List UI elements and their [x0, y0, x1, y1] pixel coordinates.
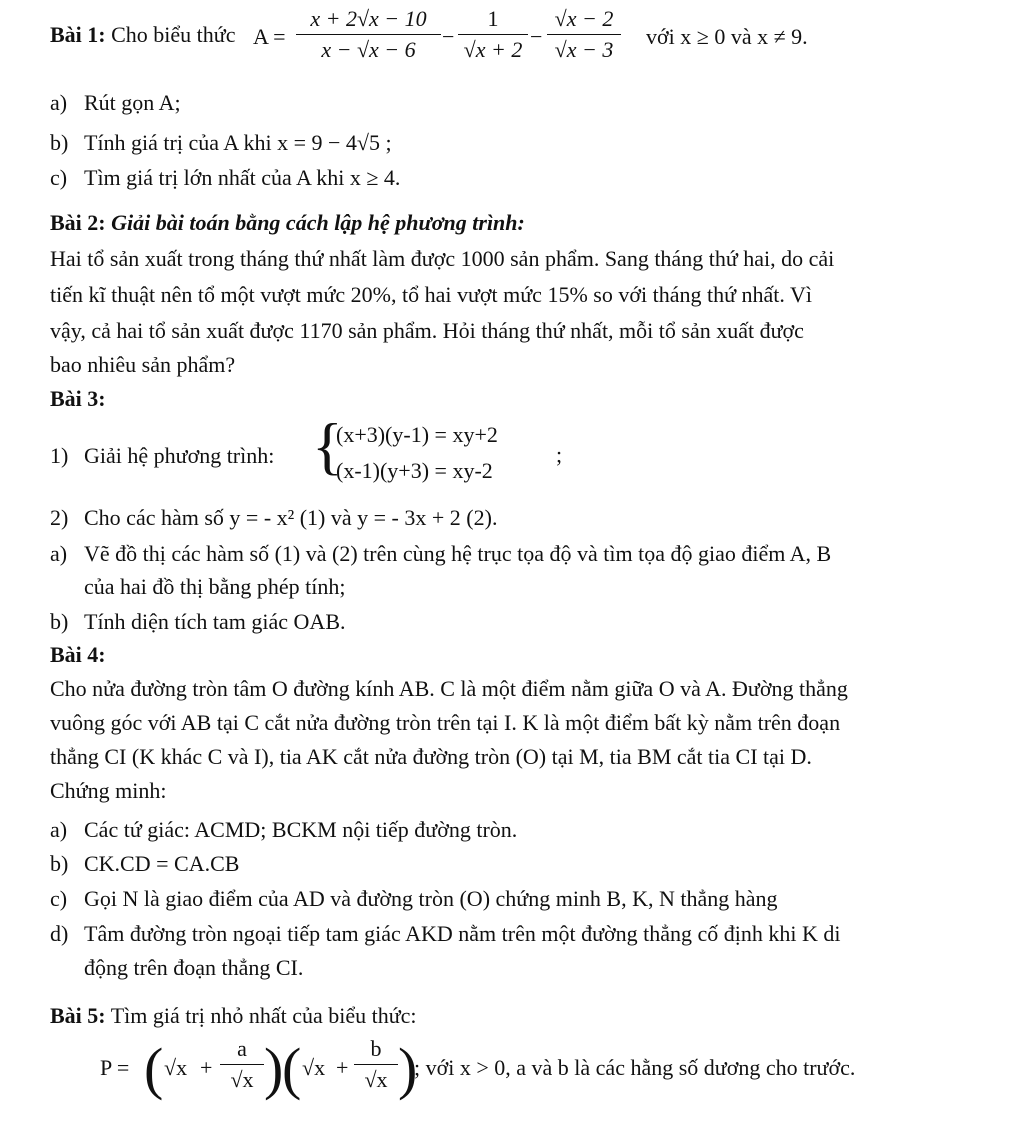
item-text: Tâm đường tròn ngoại tiếp tam giác AKD nằm trên một đường thẳng cố định khi K di — [84, 921, 841, 946]
bai1-lhs: A = — [253, 24, 286, 49]
bai1-frac1-num: x + 2√x − 10 — [296, 6, 441, 35]
bai1-minus-2: − — [530, 24, 543, 49]
bai4-item-a — [50, 817, 517, 843]
bai4-item-c — [50, 886, 778, 912]
bai1-item-c — [50, 165, 400, 191]
item-label: b) — [50, 851, 69, 876]
item-label: c) — [50, 886, 68, 911]
item-label: 1) — [50, 443, 69, 468]
bai1-fraction-2 — [458, 6, 528, 63]
system-end: ; — [556, 442, 563, 467]
bai3-item-b — [50, 609, 346, 635]
bai1-line — [50, 22, 235, 48]
bai5-fraction-a — [220, 1036, 264, 1093]
paragraph-line: Hai tổ sản xuất trong tháng thứ nhất làm được 1000 sản phẩm. Sang tháng thứ hai, do cải — [50, 246, 835, 271]
bai5-fraction-b — [354, 1036, 398, 1093]
bai1-item-a — [50, 90, 181, 116]
paragraph-line: vậy, cả hai tổ sản xuất được 1170 sản phẩm. Hỏi tháng thứ nhất, mỗi tổ sản xuất được — [50, 318, 804, 343]
bai3-item-2 — [50, 505, 497, 531]
paren-close: ) — [264, 1036, 284, 1101]
item-label: a) — [50, 817, 68, 842]
bai2-heading: Bài 2: — [50, 210, 106, 235]
item-label: a) — [50, 541, 68, 566]
bai1-frac2-num: 1 — [458, 6, 528, 35]
paren-close: ) — [398, 1036, 418, 1101]
bai1-item-b — [50, 130, 392, 156]
bai5-plus-1: + — [200, 1055, 213, 1080]
bai5-line — [50, 1003, 417, 1029]
bai5-frac-a-den: √x — [230, 1067, 254, 1092]
item-text: Gọi N là giao điểm của AD và đường tròn (O) chứng minh B, K, N thẳng hàng — [84, 886, 778, 911]
paragraph-line: Cho nửa đường tròn tâm O đường kính AB. C là một điểm nằm giữa O và A. Đường thẳng — [50, 676, 848, 701]
paren-open: ( — [282, 1036, 302, 1101]
system-eq-2: (x-1)(y+3) = xy-2 — [336, 458, 493, 483]
bai1-fraction-1 — [296, 6, 441, 63]
bai5-tail: ; với x > 0, a và b là các hằng số dương cho trước. — [414, 1055, 856, 1080]
item-text: Giải hệ phương trình: — [84, 443, 275, 468]
item-label: a) — [50, 90, 68, 115]
bai1-frac3-num: √x − 2 — [547, 6, 621, 35]
item-text: Rút gọn A; — [84, 90, 181, 115]
bai1-fraction-3 — [547, 6, 621, 63]
system-eq-1: (x+3)(y-1) = xy+2 — [336, 422, 498, 447]
paragraph-line: Chứng minh: — [50, 778, 167, 803]
bai5-sqrt-2: √x — [302, 1055, 326, 1080]
paragraph-line: tiến kĩ thuật nên tổ một vượt mức 20%, tổ hai vượt mức 15% so với tháng thứ nhất. Vì — [50, 282, 812, 307]
bai3-item-1 — [50, 443, 274, 469]
item-text: Tính giá trị của A khi x = 9 − 4√5 ; — [84, 130, 392, 155]
paragraph-line: thẳng CI (K khác C và I), tia AK cắt nửa đường tròn (O) tại M, tia BM cắt tia CI tại D. — [50, 744, 812, 769]
bai1-heading: Bài 1: — [50, 22, 106, 47]
item-text: CK.CD = CA.CB — [84, 851, 240, 876]
bai1-frac1-den: x − √x − 6 — [321, 37, 416, 62]
bai1-frac3-den: √x − 3 — [554, 37, 614, 62]
item-text: Tìm giá trị lớn nhất của A khi x ≥ 4. — [84, 165, 401, 190]
bai5-frac-a-num: a — [220, 1036, 264, 1065]
paragraph-line: bao nhiêu sản phẩm? — [50, 352, 236, 377]
paragraph-line: vuông góc với AB tại C cắt nửa đường tròn trên tại I. K là một điểm bất kỳ nằm trên đoạn — [50, 710, 841, 735]
item-label: 2) — [50, 505, 69, 530]
bai5-intro: Tìm giá trị nhỏ nhất của biểu thức: — [110, 1003, 417, 1028]
item-label: c) — [50, 165, 68, 190]
item-label: d) — [50, 921, 69, 946]
bai4-item-d-cont: động trên đoạn thẳng CI. — [84, 955, 304, 980]
bai3-item-a-cont: của hai đồ thị bằng phép tính; — [84, 574, 346, 599]
item-text: Cho các hàm số y = - x² (1) và y = - 3x + 2 (2). — [84, 505, 498, 530]
item-label: b) — [50, 609, 69, 634]
bai3-heading: Bài 3: — [50, 386, 106, 411]
item-text: Các tứ giác: ACMD; BCKM nội tiếp đường tròn. — [84, 817, 518, 842]
bai2-title — [50, 210, 525, 236]
item-text: Tính diện tích tam giác OAB. — [84, 609, 346, 634]
bai2-subtitle: Giải bài toán bằng cách lập hệ phương trình: — [111, 210, 525, 235]
bai1-intro: Cho biểu thức — [111, 22, 236, 47]
bai4-heading: Bài 4: — [50, 642, 106, 667]
bai5-frac-b-num: b — [354, 1036, 398, 1065]
bai3-item-a — [50, 541, 831, 567]
item-text: Vẽ đồ thị các hàm số (1) và (2) trên cùng hệ trục tọa độ và tìm tọa độ giao điểm A, B — [84, 541, 832, 566]
bai1-minus-1: − — [442, 24, 455, 49]
bai5-frac-b-den: √x — [364, 1067, 388, 1092]
system-brace: { — [312, 410, 343, 481]
bai4-item-b — [50, 851, 239, 877]
bai1-condition: với x ≥ 0 và x ≠ 9. — [646, 24, 808, 49]
bai5-lhs: P = — [100, 1055, 130, 1080]
bai5-sqrt-1: √x — [164, 1055, 188, 1080]
item-label: b) — [50, 130, 69, 155]
bai4-item-d — [50, 921, 841, 947]
paren-open: ( — [144, 1036, 164, 1101]
bai1-frac2-den: √x + 2 — [463, 37, 523, 62]
bai5-plus-2: + — [336, 1055, 349, 1080]
bai5-heading: Bài 5: — [50, 1003, 106, 1028]
